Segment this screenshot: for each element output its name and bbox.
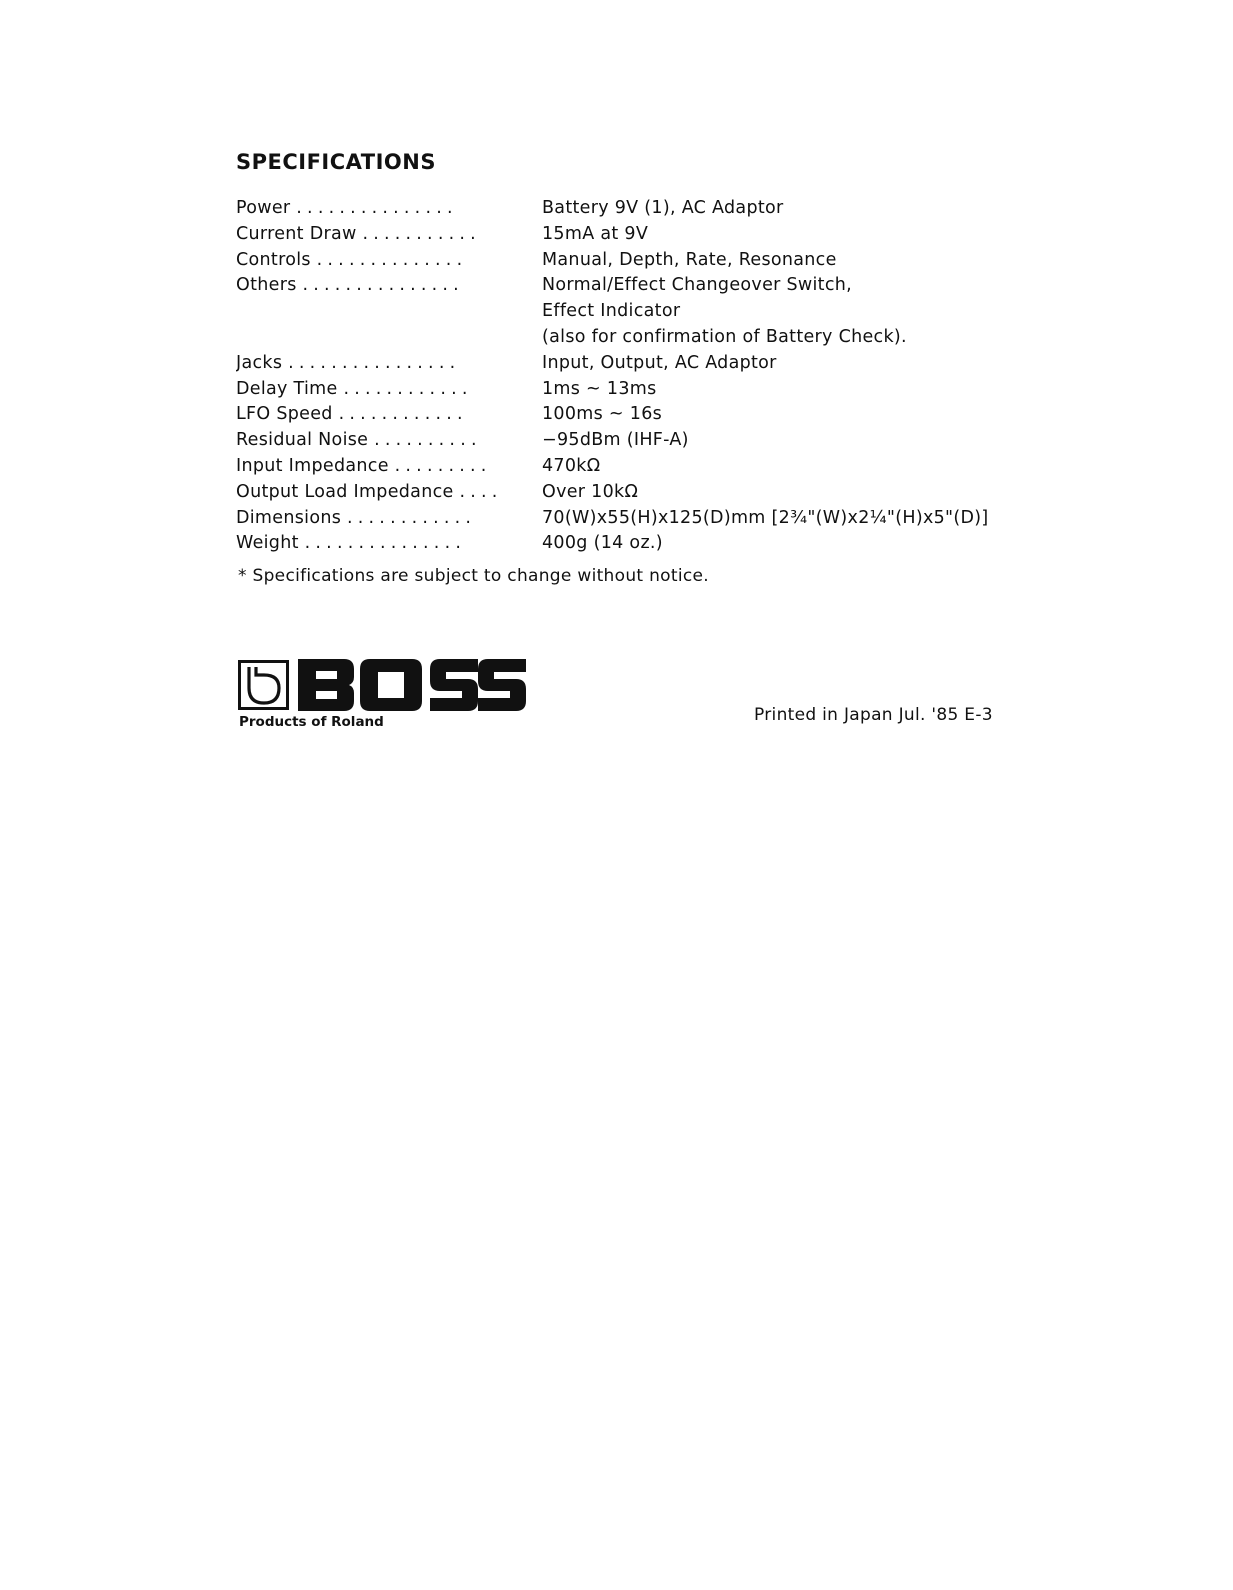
- spec-value: Battery 9V (1), AC Adaptor: [542, 198, 784, 218]
- spec-label: Residual Noise ..........: [236, 430, 482, 451]
- spec-value: 470kΩ: [542, 455, 601, 476]
- spec-value: 70(W)x55(H)x125(D)mm [2¾"(W)x2¼"(H)x5"(D)]: [542, 507, 989, 528]
- printed-note: Printed in Japan Jul. '85 E-3: [754, 705, 993, 725]
- specifications-list: [236, 196, 1056, 557]
- spec-label: Dimensions ............: [236, 507, 477, 528]
- spec-value: 1ms ~ 13ms: [542, 378, 657, 399]
- spec-label: Current Draw ...........: [236, 223, 481, 244]
- spec-row: [236, 377, 1056, 403]
- spec-value: 100ms ~ 16s: [542, 404, 663, 425]
- spec-row-continuation: [236, 325, 1056, 351]
- spec-row: [236, 428, 1056, 454]
- spec-label: Weight ...............: [236, 533, 467, 554]
- spec-value: Manual, Depth, Rate, Resonance: [542, 249, 837, 270]
- leader-dots: ...............: [302, 275, 464, 296]
- boss-wordmark: [298, 659, 526, 711]
- spec-value: Effect Indicator: [542, 301, 681, 322]
- spec-label: Others ...............: [236, 275, 464, 296]
- spec-row: [236, 480, 1056, 506]
- spec-label: Jacks ................: [236, 352, 461, 373]
- spec-row: [236, 273, 1056, 299]
- spec-value: Normal/Effect Changeover Switch,: [542, 275, 853, 296]
- leader-dots: ....: [459, 481, 503, 502]
- logo-tagline: Products of Roland: [239, 714, 384, 730]
- leader-dots: .........: [394, 455, 492, 476]
- specifications-note: * Specifications are subject to change without notice.: [238, 566, 709, 586]
- spec-label: Output Load Impedance ....: [236, 481, 503, 502]
- spec-row: [236, 196, 1056, 222]
- spec-label: Power ...............: [236, 198, 458, 218]
- spec-row: [236, 506, 1056, 532]
- spec-label: Delay Time ............: [236, 378, 473, 399]
- leader-dots: ............: [343, 378, 473, 399]
- spec-label: Input Impedance .........: [236, 455, 492, 476]
- leader-dots: ...............: [296, 198, 458, 218]
- spec-value: (also for confirmation of Battery Check).: [542, 326, 907, 347]
- spec-row: [236, 454, 1056, 480]
- spec-row: [236, 531, 1056, 557]
- spec-value: −95dBm (IHF-A): [542, 430, 689, 451]
- spec-row: [236, 248, 1056, 274]
- spec-label: Controls ..............: [236, 249, 468, 270]
- boss-emblem-icon: [240, 662, 288, 709]
- leader-dots: ...............: [304, 533, 467, 554]
- leader-dots: ..............: [316, 249, 468, 270]
- spec-row: [236, 351, 1056, 377]
- spec-value: Input, Output, AC Adaptor: [542, 352, 777, 373]
- boss-logo: [238, 657, 528, 713]
- spec-value: 15mA at 9V: [542, 223, 649, 244]
- leader-dots: ............: [347, 507, 477, 528]
- spec-row-continuation: [236, 299, 1056, 325]
- spec-row: [236, 222, 1056, 248]
- leader-dots: ..........: [374, 430, 482, 451]
- spec-value: Over 10kΩ: [542, 481, 639, 502]
- spec-row: [236, 402, 1056, 428]
- spec-value: 400g (14 oz.): [542, 533, 663, 554]
- spec-label: LFO Speed ............: [236, 404, 468, 425]
- leader-dots: ............: [338, 404, 468, 425]
- page-title: SPECIFICATIONS: [236, 150, 436, 174]
- leader-dots: ...........: [362, 223, 481, 244]
- leader-dots: ................: [288, 352, 461, 373]
